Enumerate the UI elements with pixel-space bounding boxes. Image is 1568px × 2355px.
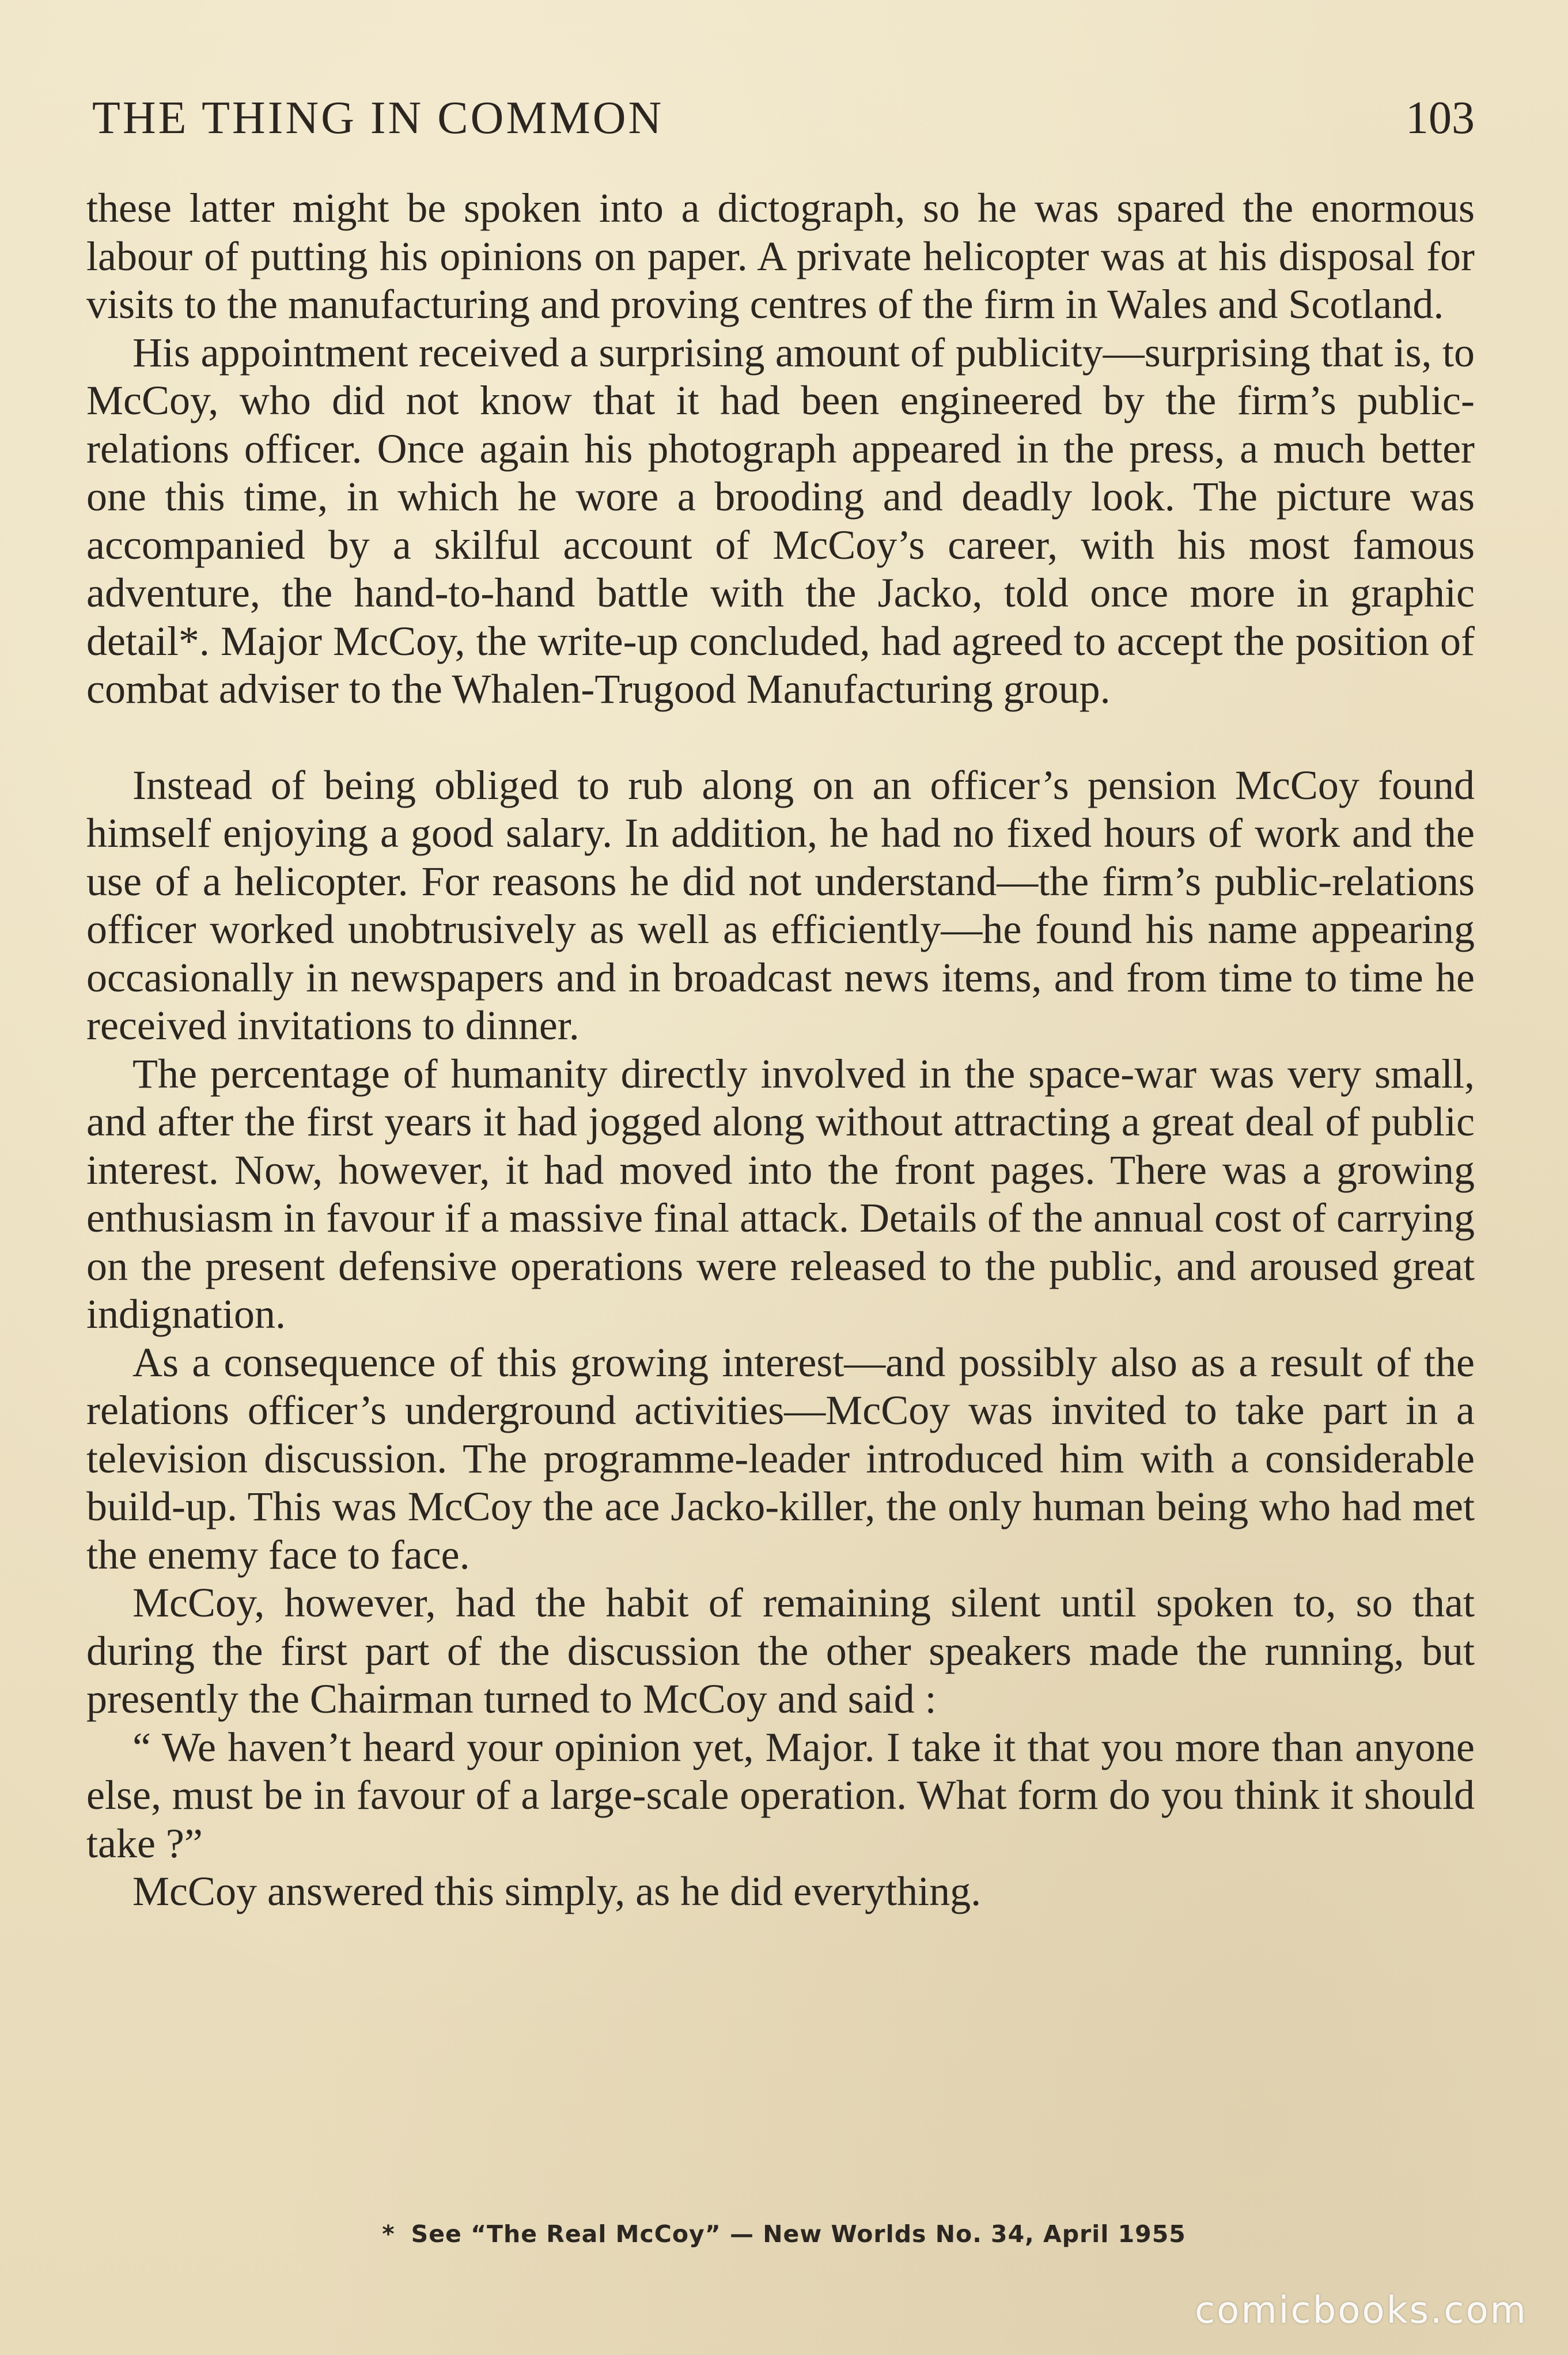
paragraph-section-start: Instead of being obliged to rub along on an officer’s pension McCoy found himself enjoying a good salary. In addition, he had no fixed hours of work and the use of a helicopter. For reasons he did not understand—the firm’s public-relations officer worked unobtrusively as well as efficiently—he found his name appearing occasionally in newspapers and in broadcast news items, and from time to time he received invitations to dinner. (86, 762, 1475, 1048)
paragraph: The percentage of humanity directly involved in the space-war was very small, and after the first years it had jogged along without attracting a great deal of public interest. Now, however, it had moved into the front pages. There was a growing enthusiasm in favour if a massive final attack. Details of the annual cost of carrying on the present defensive operations were released to the public, and aroused great indignation. (86, 1050, 1475, 1337)
paragraph: McCoy answered this simply, as he did everything. (132, 1868, 982, 1914)
paragraph: As a consequence of this growing interest—and possibly also as a result of the relations officer’s underground activities—McCoy was invited to take part in a television discussion. The programme-leader introduced him with a considerable build-up. This was McCoy the ace Jacko-killer, the only human being who had met the enemy face to face. (86, 1339, 1475, 1578)
footnote-marker: * (382, 2220, 395, 2248)
running-title: THE THING IN COMMON (92, 93, 664, 143)
watermark: comicbooks.com (1194, 2289, 1528, 2332)
footnote-text: See “The Real McCoy” — New Worlds No. 34, April 1955 (411, 2220, 1186, 2248)
paragraph-continued: these latter might be spoken into a dictograph, so he was spared the enormous labour of putting his opinions on paper. A private helicopter was at his disposal for visits to the manufacturing and proving centres of the firm in Wales and Scotland. (86, 185, 1475, 327)
paragraph: McCoy, however, had the habit of remaining silent until spoken to, so that during the first part of the discussion the other speakers made the running, but presently the Chairman turned to McCoy and said : (86, 1580, 1475, 1722)
paragraph-dialogue: “ We haven’t heard your opinion yet, Major. I take it that you more than anyone else, must be in favour of a large-scale operation. What form do you think it should take ?” (86, 1724, 1475, 1866)
footnote (0, 2217, 1568, 2251)
page-number: 103 (1406, 93, 1475, 143)
body-text (86, 184, 1475, 1916)
page-header (92, 86, 1475, 150)
paragraph: His appointment received a surprising amount of publicity—surprising that is, to McCoy, who did not know that it had been engineered by the firm’s public-relations officer. Once again his photograph appeared in the press, a much better one this time, in which he wore a brooding and deadly look. The picture was accompanied by a skilful account of McCoy’s career, with his most famous adventure, the hand-to-hand battle with the Jacko, told once more in graphic detail*. Major McCoy, the write-up concluded, had agreed to accept the position of combat adviser to the Whalen-Trugood Manufacturing group. (86, 329, 1475, 712)
